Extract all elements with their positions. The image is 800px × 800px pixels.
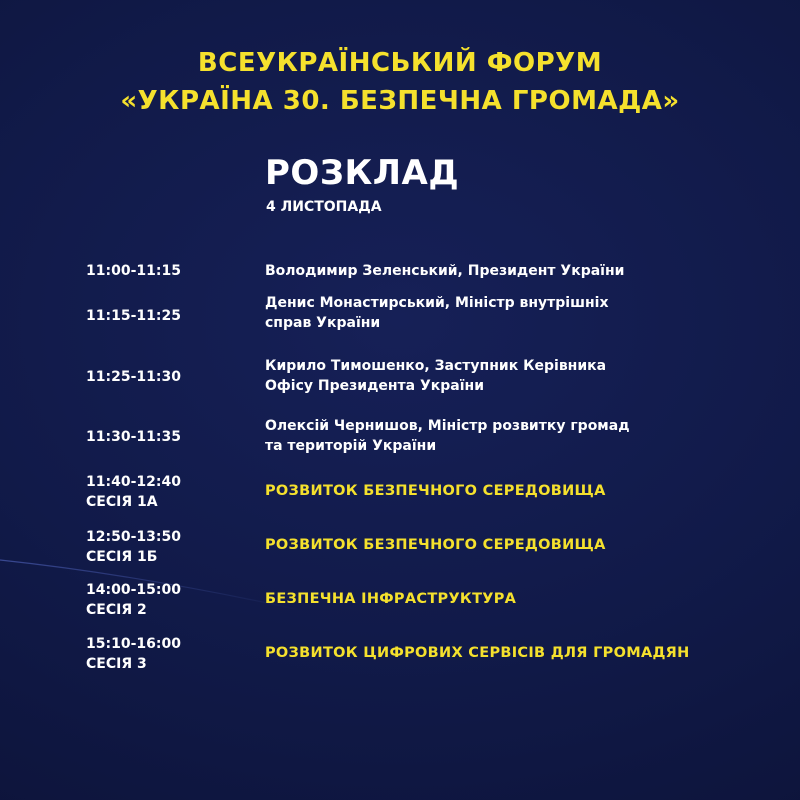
schedule-row-session-title: [265, 535, 606, 555]
description-line: та територій України: [265, 438, 437, 454]
session-label: СЕСІЯ 1Б: [86, 549, 158, 565]
time-range: 11:30-11:35: [86, 429, 181, 445]
schedule-row-time: [86, 472, 181, 512]
schedule-row-time: [86, 427, 181, 447]
schedule-row-description: [265, 261, 624, 281]
schedule-row-description: [265, 293, 608, 333]
schedule-date: 4 ЛИСТОПАДА: [266, 199, 382, 215]
description-line: Кирило Тимошенко, Заступник Керівника: [265, 358, 607, 374]
description-line: Олексій Чернишов, Міністр розвитку громад: [265, 418, 630, 434]
schedule-row-time: [86, 580, 181, 620]
description-line: справ України: [265, 315, 381, 331]
time-range: 11:00-11:15: [86, 263, 181, 279]
description-line: Офісу Президента України: [265, 378, 485, 394]
schedule-row-description: [265, 356, 606, 396]
schedule-row-time: [86, 367, 181, 387]
schedule-row-session-title: [265, 589, 516, 609]
session-label: СЕСІЯ 3: [86, 656, 147, 672]
description-line: Денис Монастирський, Міністр внутрішніх: [265, 295, 609, 311]
forum-title-line-2: «УКРАЇНА 30. БЕЗПЕЧНА ГРОМАДА»: [120, 86, 680, 116]
schedule-row-time: [86, 634, 181, 674]
schedule-row-time: [86, 261, 181, 281]
time-range: 14:00-15:00: [86, 582, 181, 598]
session-title: РОЗВИТОК БЕЗПЕЧНОГО СЕРЕДОВИЩА: [265, 537, 606, 553]
time-range: 15:10-16:00: [86, 636, 181, 652]
session-title: РОЗВИТОК ЦИФРОВИХ СЕРВІСІВ ДЛЯ ГРОМАДЯН: [265, 645, 690, 661]
session-label: СЕСІЯ 1А: [86, 494, 158, 510]
session-title: БЕЗПЕЧНА ІНФРАСТРУКТУРА: [265, 591, 517, 607]
schedule-row-session-title: [265, 481, 606, 501]
schedule-row-session-title: [265, 643, 690, 663]
time-range: 12:50-13:50: [86, 529, 181, 545]
time-range: 11:40-12:40: [86, 474, 181, 490]
schedule-row-description: [265, 416, 630, 456]
session-title: РОЗВИТОК БЕЗПЕЧНОГО СЕРЕДОВИЩА: [265, 483, 606, 499]
forum-title: [0, 44, 800, 120]
session-label: СЕСІЯ 2: [86, 602, 147, 618]
time-range: 11:15-11:25: [86, 308, 181, 324]
time-range: 11:25-11:30: [86, 369, 181, 385]
schedule-row-time: [86, 306, 181, 326]
forum-title-line-1: ВСЕУКРАЇНСЬКИЙ ФОРУМ: [197, 48, 603, 78]
description-line: Володимир Зеленський, Президент України: [265, 263, 625, 279]
schedule-title: РОЗКЛАД: [265, 153, 460, 193]
schedule-row-time: [86, 527, 181, 567]
